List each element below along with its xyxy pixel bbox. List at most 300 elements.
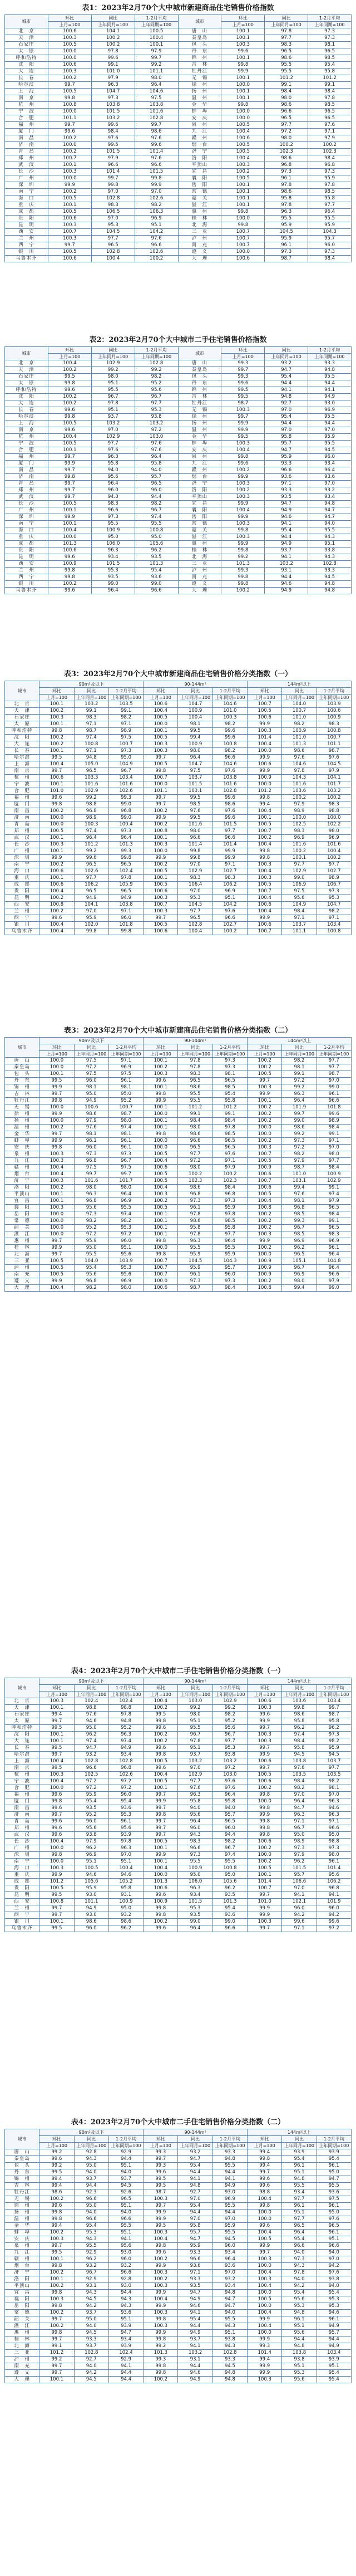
city-name-cell: 徐 州 — [5, 2203, 39, 2210]
index-value-cell: 97.3 — [91, 514, 135, 521]
table-1-body — [5, 28, 352, 262]
table-row — [5, 149, 352, 155]
index-value-cell: 93.2 — [74, 2263, 108, 2270]
city-name-cell: 银 川 — [5, 249, 48, 256]
index-value-cell: 93.3 — [265, 487, 308, 494]
index-value-cell: 97.8 — [178, 1058, 212, 1064]
index-value-cell: 93.0 — [108, 2250, 143, 2256]
index-value-cell: 98.0 — [178, 1165, 212, 1171]
col-subheader: 上年同期=100 — [212, 1692, 247, 1698]
index-value-cell: 105.6 — [74, 1879, 108, 1885]
table-row — [5, 1718, 352, 1725]
table-3b-body — [5, 1058, 352, 1292]
index-value-cell: 98.6 — [178, 1084, 212, 1091]
index-value-cell: 100.5 — [144, 761, 178, 768]
index-value-cell: 98.3 — [178, 875, 212, 882]
table-row — [5, 1899, 352, 1905]
city-name-cell: 秦皇岛 — [178, 35, 221, 42]
table-row — [5, 1758, 352, 1765]
index-value-cell: 96.1 — [178, 1205, 212, 1211]
col-header-city-2: 城市 — [178, 15, 221, 28]
col-group-large: 144m²以上 — [248, 2129, 352, 2136]
index-value-cell: 99.5 — [39, 1925, 74, 1932]
index-value-cell: 101.2 — [178, 1104, 212, 1111]
index-value-cell: 99.7 — [144, 2203, 178, 2210]
index-value-cell: 96.6 — [108, 2270, 143, 2276]
index-value-cell: 99.5 — [48, 374, 91, 380]
index-value-cell: 95.3 — [317, 2296, 351, 2303]
index-value-cell: 102.9 — [212, 1698, 247, 1705]
col-header-yoy: 同比 — [74, 1685, 108, 1692]
index-value-cell: 94.1 — [265, 554, 308, 561]
index-value-cell: 95.4 — [317, 2290, 351, 2296]
table-row — [5, 75, 352, 82]
city-name-cell: 遵 义 — [178, 581, 221, 588]
index-value-cell: 97.0 — [178, 1765, 212, 1772]
index-value-cell: 100.5 — [48, 42, 91, 48]
city-name-cell: 济 南 — [5, 474, 48, 481]
index-value-cell: 100.5 — [248, 882, 282, 888]
table-row — [5, 28, 352, 35]
index-value-cell: 100.5 — [248, 1772, 282, 1778]
city-name-cell: 济 南 — [5, 1812, 39, 1819]
index-value-cell: 100.3 — [221, 162, 265, 169]
index-value-cell: 98.9 — [282, 1839, 317, 1845]
index-value-cell: 100.8 — [39, 1899, 74, 1905]
index-value-cell: 100.2 — [144, 1705, 178, 1712]
col-header-avg: 1-2月平均 — [212, 688, 247, 695]
city-name-cell: 厦 门 — [5, 129, 48, 135]
index-value-cell: 94.9 — [265, 507, 308, 514]
index-value-cell: 95.3 — [91, 568, 135, 574]
index-value-cell: 100.4 — [39, 922, 74, 928]
index-value-cell: 93.7 — [74, 2343, 108, 2350]
index-value-cell: 102.6 — [74, 868, 108, 875]
city-name-cell: 惠 州 — [178, 541, 221, 548]
table-row — [5, 1859, 352, 1865]
index-value-cell: 100.0 — [248, 781, 282, 788]
index-value-cell: 94.5 — [212, 2363, 247, 2370]
index-value-cell: 95.5 — [91, 387, 135, 394]
table-row — [5, 202, 352, 209]
table-row — [5, 2163, 352, 2169]
city-name-cell: 包 头 — [178, 42, 221, 48]
index-value-cell: 100.1 — [221, 182, 265, 189]
index-value-cell: 94.2 — [282, 1912, 317, 1919]
index-value-cell: 100.1 — [48, 202, 91, 209]
index-value-cell: 102.9 — [74, 788, 108, 795]
table-row — [5, 189, 352, 195]
index-value-cell: 100.3 — [48, 222, 91, 229]
index-value-cell: 99.9 — [248, 1812, 282, 1819]
table-row — [5, 1071, 352, 1078]
index-value-cell: 93.4 — [91, 554, 135, 561]
table-row — [5, 795, 352, 801]
index-value-cell: 95.9 — [265, 236, 308, 242]
index-value-cell: 96.0 — [317, 1905, 351, 1912]
index-value-cell: 94.4 — [317, 2337, 351, 2343]
table-row — [5, 195, 352, 202]
index-value-cell: 96.8 — [178, 1191, 212, 1198]
index-value-cell: 96.6 — [178, 1138, 212, 1145]
index-value-cell: 98.6 — [265, 155, 308, 162]
index-value-cell: 99.4 — [248, 2149, 282, 2156]
index-value-cell: 99.7 — [39, 2243, 74, 2250]
index-value-cell: 104.1 — [91, 28, 135, 35]
index-value-cell: 97.4 — [212, 1852, 247, 1859]
index-value-cell: 100.5 — [144, 922, 178, 928]
index-value-cell: 96.5 — [108, 888, 143, 895]
index-value-cell: 100.2 — [248, 1138, 282, 1145]
index-value-cell: 94.7 — [74, 1745, 108, 1752]
index-value-cell: 103.0 — [212, 1772, 247, 1778]
index-value-cell: 100.6 — [48, 28, 91, 35]
index-value-cell: 100.4 — [39, 1758, 74, 1765]
index-value-cell: 104.1 — [317, 775, 351, 781]
index-value-cell: 99.9 — [248, 2337, 282, 2343]
table-row — [5, 922, 352, 928]
city-name-cell: 湛 江 — [5, 2323, 39, 2330]
index-value-cell: 99.8 — [39, 2216, 74, 2223]
index-value-cell: 97.2 — [178, 1158, 212, 1165]
index-value-cell: 95.3 — [212, 1745, 247, 1752]
index-value-cell: 98.3 — [317, 1231, 351, 1238]
index-value-cell: 102.3 — [212, 1178, 247, 1185]
index-value-cell: 99.8 — [144, 2337, 178, 2343]
city-name-cell: 太 原 — [5, 1718, 39, 1725]
table-row — [5, 1738, 352, 1745]
index-value-cell: 95.2 — [108, 1098, 143, 1104]
city-name-cell: 宁 波 — [5, 441, 48, 447]
index-value-cell: 93.2 — [108, 2263, 143, 2270]
index-value-cell: 97.0 — [178, 862, 212, 868]
city-name-cell: 济 宁 — [178, 149, 221, 155]
index-value-cell: 94.8 — [282, 2310, 317, 2316]
index-value-cell: 103.4 — [317, 2350, 351, 2357]
index-value-cell: 102.8 — [308, 561, 352, 568]
index-value-cell: 100.1 — [144, 728, 178, 735]
index-value-cell: 97.0 — [317, 1145, 351, 1151]
index-value-cell: 106.3 — [135, 209, 178, 216]
index-value-cell: 93.3 — [212, 2149, 247, 2156]
index-value-cell: 95.5 — [265, 69, 308, 75]
index-value-cell: 99.7 — [144, 1805, 178, 1812]
index-value-cell: 106.6 — [282, 1879, 317, 1885]
index-value-cell: 100.0 — [221, 249, 265, 256]
index-value-cell: 98.5 — [308, 102, 352, 109]
index-value-cell: 100.2 — [221, 467, 265, 474]
index-value-cell: 96.7 — [108, 1158, 143, 1165]
col-header-city: 城市 — [5, 15, 48, 28]
index-value-cell: 94.5 — [74, 2330, 108, 2337]
index-value-cell: 96.8 — [74, 1278, 108, 1285]
index-value-cell: 98.2 — [212, 721, 247, 728]
table-row — [5, 2370, 352, 2377]
col-header-avg: 1-2月平均 — [135, 15, 178, 22]
city-name-cell: 大 连 — [5, 1738, 39, 1745]
index-value-cell: 93.1 — [178, 2357, 212, 2363]
index-value-cell: 93.5 — [91, 574, 135, 581]
index-value-cell: 95.5 — [308, 374, 352, 380]
table-row — [5, 487, 352, 494]
index-value-cell: 95.4 — [308, 62, 352, 69]
col-header-yoy: 同比 — [178, 2136, 212, 2143]
index-value-cell: 100.8 — [317, 928, 351, 935]
city-name-cell: 常 德 — [5, 2310, 39, 2316]
index-value-cell: 93.6 — [212, 1912, 247, 1919]
index-value-cell: 98.3 — [265, 42, 308, 48]
col-subheader: 上年同月=100 — [178, 695, 212, 701]
index-value-cell: 95.2 — [108, 1725, 143, 1732]
index-value-cell: 97.1 — [282, 915, 317, 922]
index-value-cell: 99.3 — [108, 848, 143, 855]
index-value-cell: 104.5 — [178, 1258, 212, 1265]
index-value-cell: 95.5 — [178, 1859, 212, 1865]
index-value-cell: 99.7 — [48, 122, 91, 129]
index-value-cell: 99.8 — [135, 175, 178, 182]
index-value-cell: 94.1 — [108, 2363, 143, 2370]
city-name-cell: 大 理 — [178, 588, 221, 594]
index-value-cell: 95.5 — [135, 521, 178, 527]
index-value-cell: 94.0 — [282, 2250, 317, 2256]
city-name-cell: 安 庆 — [178, 115, 221, 122]
city-name-cell: 温 州 — [5, 2216, 39, 2223]
index-value-cell: 99.7 — [144, 755, 178, 761]
city-name-cell: 赣 州 — [178, 135, 221, 142]
index-value-cell: 96.1 — [282, 2316, 317, 2323]
index-value-cell: 99.6 — [212, 815, 247, 822]
col-group-large: 144m²以上 — [248, 1038, 352, 1044]
index-value-cell: 95.4 — [178, 2316, 212, 2323]
table-row — [5, 748, 352, 755]
index-value-cell: 99.9 — [144, 2210, 178, 2216]
city-name-cell: 大 连 — [5, 69, 48, 75]
index-value-cell: 95.1 — [108, 1245, 143, 1252]
index-value-cell: 93.5 — [178, 2283, 212, 2290]
table-3a-section — [4, 668, 352, 935]
table-row — [5, 1198, 352, 1205]
index-value-cell: 100.6 — [39, 882, 74, 888]
index-value-cell: 95.8 — [282, 1718, 317, 1725]
index-value-cell: 100.2 — [48, 367, 91, 374]
index-value-cell: 106.2 — [212, 882, 247, 888]
index-value-cell: 100.2 — [48, 189, 91, 195]
index-value-cell: 99.7 — [48, 487, 91, 494]
index-value-cell: 100.2 — [39, 708, 74, 715]
index-value-cell: 100.2 — [39, 2283, 74, 2290]
index-value-cell: 103.5 — [317, 1772, 351, 1778]
index-value-cell: 104.9 — [108, 761, 143, 768]
index-value-cell: 100.3 — [248, 1919, 282, 1925]
index-value-cell: 100.5 — [221, 149, 265, 155]
index-value-cell: 101.4 — [248, 735, 282, 741]
index-value-cell: 100.2 — [48, 75, 91, 82]
index-value-cell: 99.7 — [39, 2337, 74, 2343]
index-value-cell: 94.5 — [308, 574, 352, 581]
index-value-cell: 97.3 — [74, 1151, 108, 1158]
city-name-cell: 金 华 — [5, 1131, 39, 1138]
index-value-cell: 96.3 — [178, 1238, 212, 1245]
index-value-cell: 100.1 — [248, 815, 282, 822]
index-value-cell: 95.0 — [317, 1832, 351, 1839]
index-value-cell: 97.1 — [108, 1058, 143, 1064]
index-value-cell: 99.7 — [74, 1171, 108, 1178]
index-value-cell: 100.5 — [144, 1778, 178, 1785]
index-value-cell: 99.8 — [39, 2210, 74, 2216]
index-value-cell: 96.9 — [212, 888, 247, 895]
table-row — [5, 501, 352, 507]
index-value-cell: 93.7 — [265, 548, 308, 554]
index-value-cell: 99.7 — [91, 175, 135, 182]
index-value-cell: 100.4 — [144, 708, 178, 715]
index-value-cell: 97.5 — [135, 95, 178, 102]
index-value-cell: 99.8 — [248, 848, 282, 855]
city-name-cell: 安 庆 — [5, 2236, 39, 2243]
index-value-cell: 100.9 — [317, 715, 351, 721]
index-value-cell: 93.6 — [308, 474, 352, 481]
index-value-cell: 103.2 — [178, 2350, 212, 2357]
index-value-cell: 96.4 — [308, 209, 352, 216]
index-value-cell: 101.6 — [178, 822, 212, 828]
index-value-cell: 96.6 — [265, 467, 308, 474]
city-name-cell: 三 亚 — [178, 229, 221, 236]
index-value-cell: 99.9 — [39, 1872, 74, 1879]
index-value-cell: 100.2 — [144, 808, 178, 815]
index-value-cell: 99.6 — [48, 427, 91, 434]
index-value-cell: 93.8 — [212, 1752, 247, 1758]
index-value-cell: 95.6 — [282, 2330, 317, 2337]
index-value-cell: 94.8 — [212, 2370, 247, 2377]
index-value-cell: 96.5 — [178, 1145, 212, 1151]
index-value-cell: 102.8 — [135, 360, 178, 367]
index-value-cell: 102.6 — [108, 1772, 143, 1778]
city-name-cell: 牡丹江 — [178, 69, 221, 75]
index-value-cell: 96.3 — [317, 1812, 351, 1819]
index-value-cell: 99.7 — [144, 2156, 178, 2163]
index-value-cell: 94.4 — [108, 2377, 143, 2383]
city-name-cell: 北 海 — [178, 554, 221, 561]
index-value-cell: 99.8 — [48, 574, 91, 581]
index-value-cell: 100.4 — [248, 2323, 282, 2330]
index-value-cell: 98.0 — [178, 1712, 212, 1718]
index-value-cell: 99.7 — [39, 1752, 74, 1758]
index-value-cell: 100.4 — [248, 2196, 282, 2203]
index-value-cell: 100.4 — [248, 2283, 282, 2290]
index-value-cell: 99.7 — [135, 122, 178, 129]
col-header-mom: 环比 — [39, 2136, 74, 2143]
index-value-cell: 98.0 — [108, 1285, 143, 1292]
table-4b — [4, 2129, 352, 2383]
city-name-cell: 襄 阳 — [178, 507, 221, 514]
table-row — [5, 175, 352, 182]
city-name-cell: 包 头 — [5, 2163, 39, 2169]
index-value-cell: 100.4 — [39, 1285, 74, 1292]
index-value-cell: 96.2 — [282, 1245, 317, 1252]
index-value-cell: 93.9 — [282, 2149, 317, 2156]
city-name-cell: 天 津 — [5, 708, 39, 715]
index-value-cell: 96.6 — [91, 507, 135, 514]
index-value-cell: 100.7 — [248, 1151, 282, 1158]
index-value-cell: 105.6 — [212, 1879, 247, 1885]
index-value-cell: 100.2 — [248, 1845, 282, 1852]
index-value-cell: 96.6 — [317, 1098, 351, 1104]
index-value-cell: 93.2 — [308, 487, 352, 494]
index-value-cell: 100.0 — [248, 1252, 282, 1258]
index-value-cell: 103.7 — [178, 775, 212, 781]
city-name-cell: 锦 州 — [178, 387, 221, 394]
index-value-cell: 100.3 — [39, 2236, 74, 2243]
col-subheader: 上月=100 — [221, 22, 265, 28]
index-value-cell: 97.9 — [74, 1118, 108, 1125]
table-row — [5, 2296, 352, 2303]
index-value-cell: 94.1 — [212, 2176, 247, 2183]
city-name-cell: 天 津 — [5, 367, 48, 374]
index-value-cell: 97.3 — [317, 888, 351, 895]
index-value-cell: 101.9 — [282, 1104, 317, 1111]
city-name-cell: 济 南 — [5, 815, 39, 822]
index-value-cell: 93.3 — [308, 568, 352, 574]
city-name-cell: 温 州 — [178, 427, 221, 434]
index-value-cell: 93.2 — [212, 2276, 247, 2283]
index-value-cell: 97.0 — [308, 481, 352, 487]
index-value-cell: 96.7 — [178, 1732, 212, 1738]
city-name-cell: 洛 阳 — [5, 2276, 39, 2283]
index-value-cell: 96.4 — [91, 481, 135, 487]
city-name-cell: 合 肥 — [5, 447, 48, 454]
index-value-cell: 102.8 — [74, 2350, 108, 2357]
index-value-cell: 94.9 — [74, 1098, 108, 1104]
index-value-cell: 97.3 — [308, 249, 352, 256]
index-value-cell: 97.6 — [135, 236, 178, 242]
index-value-cell: 100.6 — [248, 1171, 282, 1178]
index-value-cell: 100.2 — [144, 2276, 178, 2283]
index-value-cell: 100.5 — [248, 2236, 282, 2243]
col-subheader: 上年同月=100 — [282, 695, 317, 701]
city-name-cell: 广 州 — [5, 507, 48, 514]
index-value-cell: 97.4 — [135, 514, 178, 521]
index-value-cell: 100.5 — [48, 249, 91, 256]
table-row — [5, 1185, 352, 1191]
index-value-cell: 99.7 — [48, 494, 91, 501]
table-row — [5, 2323, 352, 2330]
index-value-cell: 98.3 — [282, 828, 317, 835]
index-value-cell: 95.8 — [212, 1098, 247, 1104]
table-row — [5, 1879, 352, 1885]
index-value-cell: 94.0 — [317, 2283, 351, 2290]
index-value-cell: 98.6 — [74, 1919, 108, 1925]
index-value-cell: 103.7 — [317, 1758, 351, 1765]
index-value-cell: 99.4 — [248, 2163, 282, 2169]
index-value-cell: 106.4 — [178, 882, 212, 888]
index-value-cell: 100.6 — [144, 1165, 178, 1171]
col-group-medium: 90-144m² — [144, 1678, 248, 1685]
index-value-cell: 100.1 — [248, 1098, 282, 1104]
index-value-cell: 99.5 — [178, 795, 212, 801]
index-value-cell: 99.1 — [308, 82, 352, 89]
index-value-cell: 99.7 — [144, 1832, 178, 1839]
index-value-cell: 95.4 — [74, 1265, 108, 1272]
city-name-cell: 北 京 — [5, 1698, 39, 1705]
index-value-cell: 101.3 — [135, 561, 178, 568]
index-value-cell: 100.9 — [248, 1272, 282, 1278]
city-name-cell: 北 海 — [5, 1252, 39, 1258]
table-row — [5, 1252, 352, 1258]
index-value-cell: 95.6 — [74, 1825, 108, 1832]
index-value-cell: 95.4 — [317, 2370, 351, 2377]
index-value-cell: 95.3 — [74, 2230, 108, 2236]
index-value-cell: 97.9 — [212, 1165, 247, 1171]
col-subheader: 上月=100 — [48, 354, 91, 360]
